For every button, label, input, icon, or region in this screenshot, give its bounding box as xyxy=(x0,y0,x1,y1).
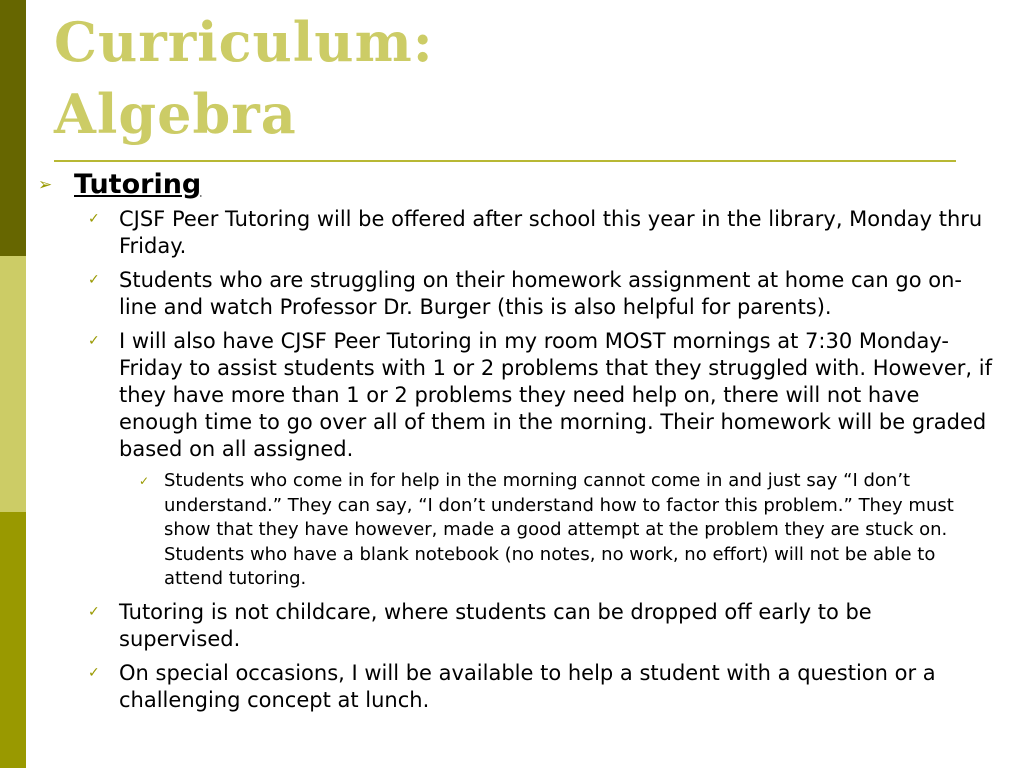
arrow-right-icon: ➢ xyxy=(38,175,53,195)
slide-title xyxy=(54,6,434,150)
slide-body xyxy=(36,168,992,721)
section-label: Tutoring xyxy=(74,169,202,200)
title-line-1: Curriculum: xyxy=(54,10,434,74)
sub-bullet-text: Students who come in for help in the morning cannot come in and just say “I don’t understand.” They can say, “I don’t understand how to factor this problem.” They must show that they have however, made a good attempt at the problem they are stuck on. Students who have a blank notebook (no notes, no work, no effort) will not be able to attend tutoring. xyxy=(164,470,954,589)
checkmark-icon: ✓ xyxy=(88,333,100,349)
section-tutoring xyxy=(36,168,992,202)
bullet-text: CJSF Peer Tutoring will be offered after school this year in the library, Monday thru Friday. xyxy=(119,207,983,258)
checkmark-icon: ✓ xyxy=(88,664,100,681)
sub-bullet-item xyxy=(119,469,992,592)
sub-bullet-list xyxy=(119,469,992,592)
checkmark-icon: ✓ xyxy=(88,211,100,227)
title-divider xyxy=(54,160,956,162)
side-bar-dark-segment xyxy=(0,0,26,256)
bullet-text: Tutoring is not childcare, where students can be dropped off early to be supervised. xyxy=(119,599,872,651)
bullet-item xyxy=(36,660,992,714)
checkmark-icon: ✓ xyxy=(139,474,150,488)
bullet-text: I will also have CJSF Peer Tutoring in my room MOST mornings at 7:30 Monday-Friday to assist students with 1 or 2 problems that they struggled with. However, if they have more than 1 or 2 problems they need help on, there will not have enough time to go over all of them in the morning. Their homework will be graded based on all assigned. xyxy=(119,329,992,461)
title-line-2: Algebra xyxy=(54,82,297,146)
side-bar-light-segment xyxy=(0,256,26,512)
checkmark-icon: ✓ xyxy=(88,603,100,620)
bullet-item xyxy=(36,328,992,592)
bullet-text: On special occasions, I will be available to help a student with a question or a challenging concept at lunch. xyxy=(119,660,936,712)
bullet-item xyxy=(36,599,992,653)
bullet-item xyxy=(36,267,992,321)
bullet-item xyxy=(36,206,992,260)
bullet-list xyxy=(36,206,992,714)
side-bar-olive-segment xyxy=(0,512,26,768)
bullet-text: Students who are struggling on their homework assignment at home can go on-line and watch Professor Dr. Burger (this is also helpful for parents). xyxy=(119,268,962,319)
checkmark-icon: ✓ xyxy=(88,272,100,288)
